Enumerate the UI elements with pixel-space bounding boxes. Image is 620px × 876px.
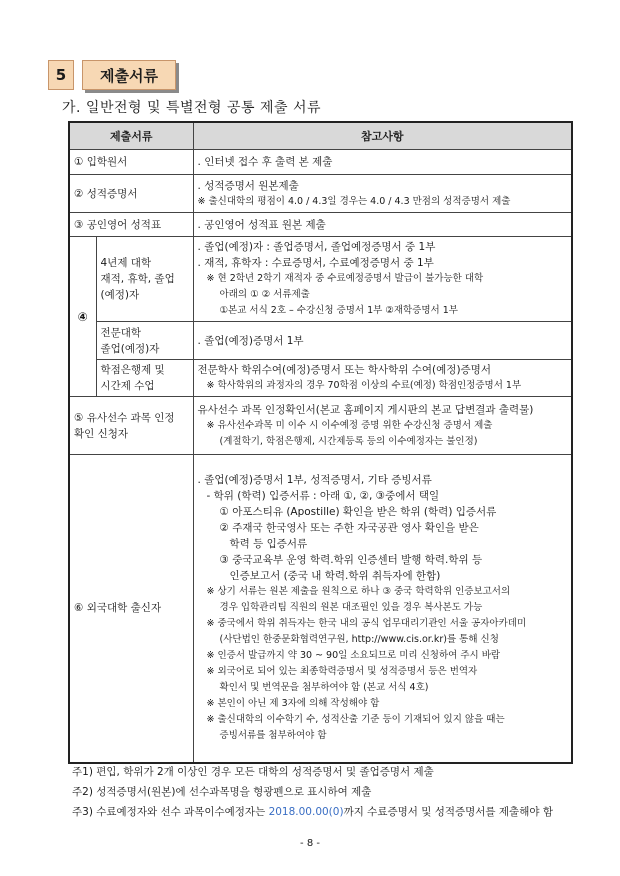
table-row bbox=[69, 175, 572, 213]
table-row bbox=[69, 237, 572, 322]
group-4-label: ④ bbox=[69, 237, 96, 397]
row-notes: . 인터넷 접수 후 출력 본 제출 bbox=[193, 150, 572, 175]
row-notes: . 졸업(예정)증명서 1부, 성적증명서, 기타 증빙서류 - 학위 (학력) 입증서류 : 아래 ①, ②, ③중에서 택일 ① 아포스티유 (Apostille) 확인을 받은 학위 (학력) 입증서류 ② 주재국 한국영사 또는 주한 자국공관 영사 확인을 받은 학력 등 입증서류 ③ 중국교육부 운영 학력.학위 인증센터 발행 학력.학위 등 인증보고서 (중국 내 학력.학위 취득자에 한함) ※ 상기 서류는 원본 제출을 원칙으로 하나 ③ 중국 학력학위 인증보고서의 경우 입학관리팀 직원의 원본 대조필인 있을 경우 복사본도 가능 ※ 중국에서 학위 취득자는 한국 내의 공식 업무대리기관인 서울 공자아카데미 (사단법인 한중문화협력연구원, http://www.cis.or.kr)를 통해 신청 ※ 인증서 발급까지 약 30 ~ 90일 소요되므로 미리 신청하여 주시 바람 ※ 외국어로 되어 있는 최종학력증명서 및 성적증명서 등은 번역자 확인서 및 번역문을 첨부하여야 함 (본교 서식 4호) ※ 본인이 아닌 제 3자에 의해 작성해야 함 ※ 출신대학의 이수학기 수, 성적산출 기준 등이 기재되어 있지 않을 때는 증빙서류를 첨부하여야 함 bbox=[193, 455, 572, 763]
subtitle: 가. 일반전형 및 특별전형 공통 제출 서류 bbox=[62, 100, 322, 116]
row-notes: . 졸업(예정)증명서 1부 bbox=[193, 322, 572, 360]
table-row bbox=[69, 397, 572, 455]
section-title: 제출서류 bbox=[82, 60, 176, 90]
row-notes: . 공인영어 성적표 원본 제출 bbox=[193, 213, 572, 237]
table-row bbox=[69, 213, 572, 237]
table-header-row bbox=[69, 122, 572, 150]
row-notes: . 성적증명서 원본제출 ※ 출신대학의 평점이 4.0 / 4.3일 경우는 4.0 / 4.3 만점의 성적증명서 제출 bbox=[193, 175, 572, 213]
row-notes: 전문학사 학위수여(예정)증명서 또는 학사학위 수여(예정)증명서 ※ 학사학위의 과정자의 경우 70학점 이상의 수료(예정) 학점인정증명서 1부 bbox=[193, 360, 572, 397]
row-doc: ⑥ 외국대학 출신자 bbox=[69, 455, 193, 763]
row-doc: ⑤ 유사선수 과목 인정 확인 신청자 bbox=[69, 397, 193, 455]
row-doc: ② 성적증명서 bbox=[69, 175, 193, 213]
row-notes: . 졸업(예정)자 : 졸업증명서, 졸업예정증명서 중 1부 . 재적, 휴학자 : 수료증명서, 수료예정증명서 중 1부 ※ 현 2학년 2학기 재적자 중 수료예정증명서 발급이 불가능한 대학 아래의 ① ② 서류제출 ①본교 서식 2호 – 수강신청 증명서 1부 ②재학증명서 1부 bbox=[193, 237, 572, 322]
row-doc: 4년제 대학 재적, 휴학, 졸업 (예정)자 bbox=[96, 237, 193, 322]
section-header bbox=[48, 60, 176, 90]
table-row bbox=[69, 150, 572, 175]
footnote-2: 주2) 성적증명서(원본)에 선수과목명을 형광펜으로 표시하여 제출 bbox=[72, 786, 372, 798]
row-doc: ① 입학원서 bbox=[69, 150, 193, 175]
header-notes: 참고사항 bbox=[193, 122, 572, 150]
header-documents: 제출서류 bbox=[69, 122, 193, 150]
page-number: - 8 - bbox=[300, 838, 320, 849]
documents-table bbox=[68, 121, 573, 764]
table-row bbox=[69, 322, 572, 360]
footnotes bbox=[72, 762, 553, 822]
table-row bbox=[69, 455, 572, 763]
table-row bbox=[69, 360, 572, 397]
row-doc: 학점은행제 및 시간제 수업 bbox=[96, 360, 193, 397]
deadline-date: 2018.00.00(0) bbox=[268, 806, 344, 818]
section-number: 5 bbox=[48, 60, 74, 90]
row-doc: 전문대학 졸업(예정)자 bbox=[96, 322, 193, 360]
footnote-1: 주1) 편입, 학위가 2개 이상인 경우 모든 대학의 성적증명서 및 졸업증명서 제출 bbox=[72, 766, 434, 778]
footnote-3: 주3) 수료예정자와 선수 과목이수예정자는 2018.00.00(0)까지 수료증명서 및 성적증명서를 제출해야 함 bbox=[72, 806, 553, 818]
row-doc: ③ 공인영어 성적표 bbox=[69, 213, 193, 237]
row-notes: 유사선수 과목 인정확인서(본교 홈페이지 게시판의 본교 답변결과 출력물) ※ 유사선수과목 미 이수 시 이수예정 증명 위한 수강신청 증명서 제출 (계절학기, 학점은행제, 시간제등록 등의 이수예정자는 불인정) bbox=[193, 397, 572, 455]
